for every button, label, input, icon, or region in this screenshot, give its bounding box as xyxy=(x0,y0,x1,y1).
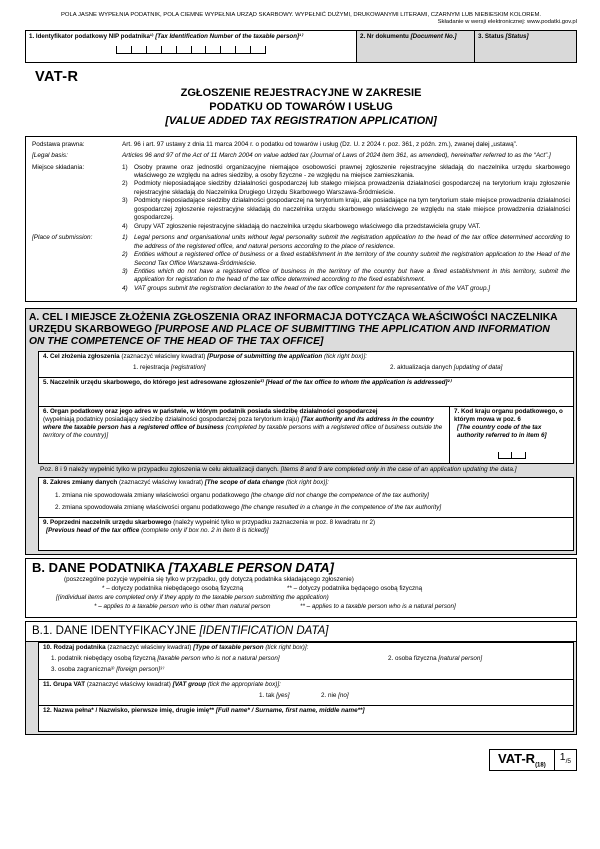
place-items-pl xyxy=(122,164,570,232)
field-11-label: 11. Grupa VAT (zaznaczyć właściwy kwadrat) [VAT group (tick the appropriate box)]: xyxy=(43,681,281,689)
f8-option-competence-changed[interactable]: 2. zmiana spowodowała zmianę właściwości organu podatkowego [the change resulted in a change in the competence of the tax authority] xyxy=(55,503,442,511)
legal-basis-row-pl xyxy=(30,141,570,149)
section-b1-header xyxy=(25,621,577,642)
section-b1-title-pl: B.1. DANE IDENTYFIKACYJNE xyxy=(32,625,197,638)
comb-cell xyxy=(250,46,266,54)
section-a-fields xyxy=(26,351,576,555)
field-10-options-row-1 xyxy=(43,655,569,664)
field-10-label: 10. Rodzaj podatnika (zaznaczyć właściwy kwadrat) [Type of taxable person (tick right box)]: xyxy=(43,644,309,652)
field-7-label-pl: 7. Kod kraju organu podatkowego, o którym mowa w poz. 6 xyxy=(454,407,563,424)
legal-basis-label-pl: Podstawa prawna: xyxy=(32,140,85,148)
nip-field-box xyxy=(26,31,356,62)
footer-form-code-box: VAT-$R_{(18)}$ xyxy=(489,749,555,772)
status-field-box xyxy=(474,31,576,62)
fill-instructions: POLA JASNE WYPEŁNIA PODATNIK, POLA CIEMNE WYPEŁNIA URZĄD SKARBOWY. WYPEŁNIĆ DUŻYMI, DRUKOWANYMI LITERAMI, CZARNYM LUB NIEBIESKIM KOLOREM. xyxy=(60,12,542,18)
items-8-9-note: Poz. 8 i 9 należy wypełnić tylko w przypadku zgłoszenia w celu aktualizacji danych. [Items 8 and 9 are completed only in the case of an application updating the data.] xyxy=(40,465,517,473)
comb-cell xyxy=(220,46,235,54)
place-of-submission-row-pl xyxy=(30,164,570,232)
field-6-label-detail: (wypełniają podatnicy posiadający siedzibę działalności gospodarczej poza terytorium kraju) [Tax authority and its address in the country where the taxable person has a registered office of business (completed by taxable persons with a registered office of business outside the territory of the country)] xyxy=(43,416,443,440)
field-12-full-name xyxy=(38,705,574,731)
field-4-options xyxy=(43,364,569,373)
field-9-label-en: [Previous head of the tax office (complete only if box no. 2 in item 8 is ticked)] xyxy=(46,527,269,535)
comb-cell xyxy=(176,46,191,54)
field-12-input-area[interactable] xyxy=(43,716,569,729)
field-5-head-of-tax-office xyxy=(38,377,574,407)
document-no-label-en: [Document No.] xyxy=(410,32,457,40)
f11-option-yes[interactable]: 1. tak [yes] xyxy=(259,692,290,700)
list-item: 1) Legal persons and organisational units without legal personality submit the registration application to the head of the tax office determined according to the address of the registered office, and natural persons according to the place of residence. xyxy=(122,234,570,250)
section-a-title-pl: A. CEL I MIEJSCE ZŁOŻENIA ZGŁOSZENIA ORAZ INFORMACJA DOTYCZĄCA WŁAŚCIWOŚCI NACZELNIKA URZĘDU SKARBOWEGO xyxy=(29,312,558,336)
f10-option-natural-person[interactable]: 2. osoba fizyczna [natural person] xyxy=(388,655,483,663)
place-label-pl: Miejsce składania: xyxy=(32,163,85,171)
f4-option-data-update[interactable]: 2. aktualizacja danych [updating of data] xyxy=(390,363,503,371)
document-no-label-pl: 2. Nr dokumentu xyxy=(360,32,409,40)
f10-option-foreign-person[interactable]: 3. osoba zagraniczna³⁾ [foreign person]³⁾ xyxy=(51,666,164,674)
section-b-note-4: * – applies to a taxable person who is other than natural person ** – applies to a taxable person who is a natural person] xyxy=(94,603,456,611)
page-footer xyxy=(25,749,577,772)
legal-basis-text-pl: Art. 96 i art. 97 ustawy z dnia 11 marca 2004 r. o podatku od towarów i usług (Dz. U. z 2024 r. poz. 361, z późn. zm.), zwanej dalej „ustawą”. xyxy=(122,140,518,148)
section-b1-fields xyxy=(25,642,577,735)
section-a-title-en: [PURPOSE AND PLACE OF SUBMITTING THE APPLICATION AND INFORMATION ON THE COMPETENCE OF THE HEAD OF THE TAX OFFICE] xyxy=(29,324,550,347)
field-10-type-of-taxable-person xyxy=(38,642,574,680)
list-item: 1) Osoby prawne oraz jednostki organizacyjne niemające osobowości prawnej zgłoszenie rejestracyjne składają do naczelnika urzędu skarbowego właściwego ze względu na adres siedziby, a osoby fizyczne - ze względu na miejsce zamieszkania. xyxy=(122,163,570,179)
comb-cell xyxy=(205,46,220,54)
form-title-line3: [VALUE ADDED TAX REGISTRATION APPLICATION] xyxy=(165,115,437,128)
field-11-vat-group xyxy=(38,679,574,706)
e-filing-note: Składanie w wersji elektronicznej: www.podatki.gov.pl xyxy=(437,19,577,26)
section-b xyxy=(25,558,577,618)
place-of-submission-row-en xyxy=(30,234,570,293)
field-5-input-area[interactable] xyxy=(43,387,569,404)
document-no-field-box xyxy=(356,31,474,62)
f10-option-not-natural-person[interactable]: 1. podatnik niebędący osobą fizyczną [taxable person who is not a natural person] xyxy=(51,655,280,663)
status-label-en: [Status] xyxy=(505,32,529,40)
comb-cell xyxy=(116,46,131,54)
field-7-label-en: [The country code of the tax authority referred to in item 6] xyxy=(457,424,547,440)
comb-cell xyxy=(235,46,250,54)
comb-cell xyxy=(498,452,512,459)
field-4-label: 4. Cel złożenia zgłoszenia (zaznaczyć właściwy kwadrat) [Purpose of submitting the application (tick right box)]: xyxy=(43,352,368,360)
field-9-label-pl: 9. Poprzedni naczelnik urzędu skarbowego (należy wypełnić tylko w przypadku zaznaczenia w poz. 8 kwadratu nr 2) xyxy=(43,518,376,526)
comb-cell xyxy=(511,452,526,459)
nip-label-pl: 1. Identyfikator podatkowy NIP podatnika¹⁾ xyxy=(29,32,154,40)
comb-cell xyxy=(146,46,161,54)
field-7-country-code xyxy=(449,406,574,464)
footer-page-number-box: $1_{/5}$ xyxy=(555,749,577,772)
section-a-header xyxy=(26,309,576,350)
nip-field-label xyxy=(29,33,353,41)
country-code-input[interactable] xyxy=(498,452,526,459)
section-b1-title-en: [IDENTIFICATION DATA] xyxy=(199,625,329,638)
f11-option-no[interactable]: 2. nie [no] xyxy=(321,692,349,700)
comb-cell xyxy=(161,46,176,54)
place-label-en: [Place of submission: xyxy=(32,234,93,242)
field-9-input-area[interactable] xyxy=(43,535,569,548)
legal-basis-box xyxy=(25,136,577,303)
list-item: 2) Podmioty nieposiadające siedziby działalności gospodarczej lub stałego miejsca prowadzenia działalności gospodarczej na terytorium kraju zgłoszenie rejestracyjne składają do Naczelnika Drugiego Urzędu Skarbowego Warszawa-Śródmieście. xyxy=(122,180,570,196)
comb-cell xyxy=(191,46,206,54)
field-6-tax-authority xyxy=(38,406,450,464)
list-item: 4) VAT groups submit the registration declaration to the head of the tax office competent for the representative of the VAT group.] xyxy=(122,284,491,292)
list-item: 4) Grupy VAT zgłoszenie rejestracyjne składają do naczelnika urzędu skarbowego właściwego dla przedstawiciela grupy VAT. xyxy=(122,222,481,230)
f8-option-no-competence-change[interactable]: 1. zmiana nie spowodowała zmiany właściwości organu podatkowego [the change did not change the competence of the tax authority] xyxy=(55,491,429,499)
field-10-options-row-2 xyxy=(43,666,569,675)
field-12-label: 12. Nazwa pełna* / Nazwisko, pierwsze imię, drugie imię** [Full name* / Surname, first name, middle name**] xyxy=(43,707,365,715)
field-4-purpose xyxy=(38,351,574,378)
header-fields-row xyxy=(25,30,577,63)
section-b-note-3: [(individual items are completed only if they apply to the taxable person submitting the application) xyxy=(56,594,329,602)
section-b-note-1: (poszczególne pozycje wypełnia się tylko w przypadku, gdy dotyczą podatnika składającego zgłoszenie) xyxy=(64,576,354,584)
list-item: 2) Entities without a registered office of business or a fixed establishment in the territory of the country submit the registration application to the Head of the Second Tax Office Warszawa-Śródmieście. xyxy=(122,251,570,267)
legal-basis-label-en: [Legal basis: xyxy=(32,152,68,160)
form-version: (18) xyxy=(535,762,546,769)
nip-input[interactable] xyxy=(116,46,266,54)
field-8-label: 8. Zakres zmiany danych (zaznaczyć właściwy kwadrat) [The scope of data change (tick right box)]: xyxy=(43,479,329,487)
list-item: 3) Entities which do not have a registered office of business in the territory of the country but have a fixed establishment in this territory, submit the application for registration to the head of the tax office determined according to the fixed establishment. xyxy=(122,267,570,284)
form-title xyxy=(25,86,577,129)
field-6-label-pl: 6. Organ podatkowy oraz jego adres w państwie, w którym podatnik posiada siedzibę działalności gospodarczej xyxy=(43,407,378,415)
field-11-options xyxy=(43,692,569,701)
section-a xyxy=(25,308,577,555)
comb-cell xyxy=(131,46,146,54)
nip-label-en: [Tax Identification Number of the taxable person]¹⁾ xyxy=(155,32,303,40)
list-item: 3) Podmioty nieposiadające siedziby działalności gospodarczej na terytorium kraju, ale posiadające na tym terytorium stałe miejsce prowadzenia działalności gospodarczej zgłoszenie rejestracyjne składają do naczelnika urzędu skarbowego właściwego ze względu na stałe miejsce prowadzenia działalności gospodarczej. xyxy=(122,197,570,222)
section-b-title: B. DANE PODATNIKA [TAXABLE PERSON DATA] xyxy=(32,560,334,576)
form-title-line1: ZGŁOSZENIE REJESTRACYJNE W ZAKRESIE xyxy=(180,86,422,99)
field-9-previous-head xyxy=(38,517,574,551)
field-5-label: 5. Naczelnik urzędu skarbowego, do którego jest adresowane zgłoszenie²⁾ [Head of the tax office to whom the application is addressed]²⁾ xyxy=(43,378,452,386)
legal-basis-row-en xyxy=(30,152,570,160)
section-b-note-2: * – dotyczy podatnika niebędącego osobą fizyczną ** – dotyczy podatnika będącego osobą fizyczną xyxy=(102,585,423,593)
form-title-line2: PODATKU OD TOWARÓW I USŁUG xyxy=(209,101,393,114)
f4-option-registration[interactable]: 1. rejestracja [registration] xyxy=(133,363,206,371)
field-8-scope-of-change xyxy=(38,477,574,518)
status-label-pl: 3. Status xyxy=(478,32,504,40)
form-code: VAT-R xyxy=(35,68,79,85)
place-items-en xyxy=(122,234,570,293)
field-6-input-area[interactable] xyxy=(43,441,445,461)
field-6-7-row xyxy=(38,406,574,464)
legal-basis-text-en: Articles 96 and 97 of the Act of 11 March 2004 on value added tax (Journal of Laws of 2024 item 361, as amended), hereinafter referred to as the “Act”.] xyxy=(122,152,551,160)
